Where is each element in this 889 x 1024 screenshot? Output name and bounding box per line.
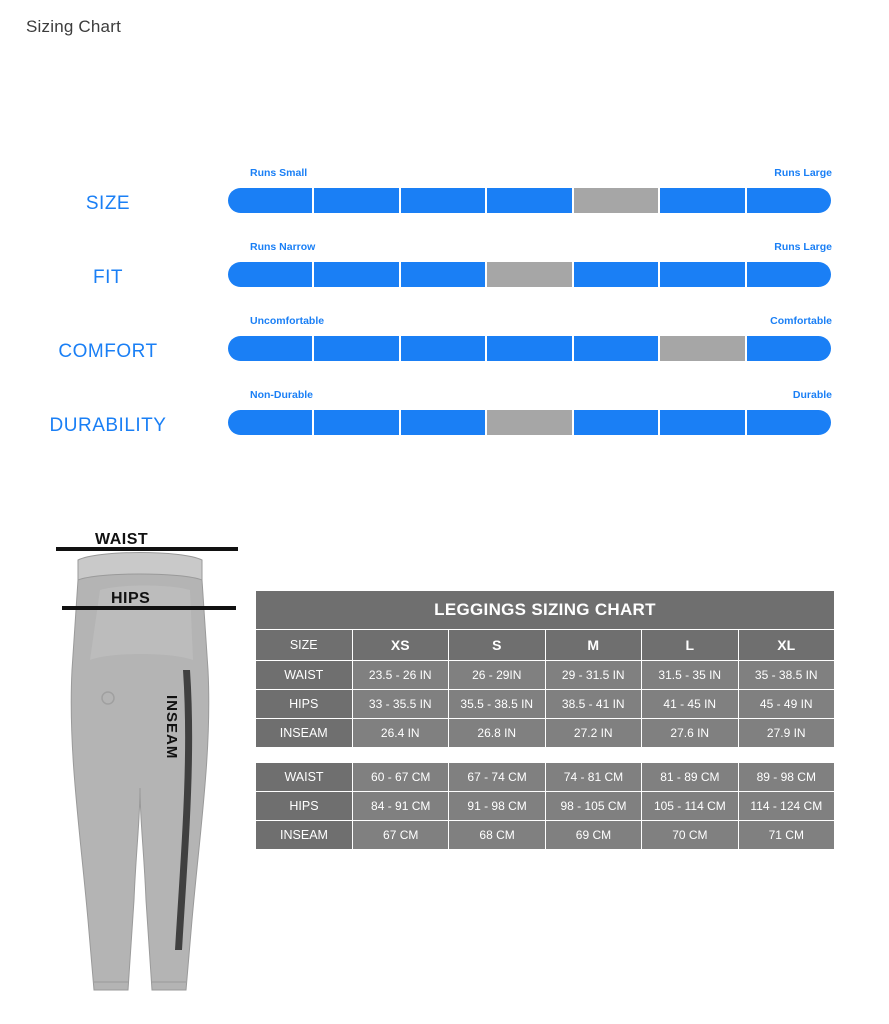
scale-row-comfort	[0, 313, 889, 387]
table-cell: 81 - 89 CM	[642, 763, 738, 792]
table-cell: 114 - 124 CM	[738, 792, 834, 821]
scale-track	[228, 336, 831, 361]
scale-segment	[401, 262, 485, 287]
scale-segment-marked	[487, 262, 571, 287]
table-cell: 38.5 - 41 IN	[545, 690, 642, 719]
column-header: XS	[352, 630, 449, 661]
scale-segment	[660, 188, 744, 213]
page-title: Sizing Chart	[26, 17, 121, 36]
sizing-table-inches	[255, 590, 835, 748]
table-row	[256, 661, 835, 690]
scale-right-caption: Runs Large	[774, 167, 832, 179]
scale-segment	[487, 188, 571, 213]
table-title-row	[256, 591, 835, 630]
table-row	[256, 690, 835, 719]
row-label: HIPS	[256, 792, 353, 821]
table-cell: 31.5 - 35 IN	[642, 661, 739, 690]
scale-segment	[747, 188, 831, 213]
row-label: INSEAM	[256, 821, 353, 850]
table-cell: 27.2 IN	[545, 719, 642, 748]
scale-right-caption: Comfortable	[770, 315, 832, 327]
column-header: M	[545, 630, 642, 661]
table-cell: 67 - 74 CM	[449, 763, 545, 792]
scale-segment-marked	[574, 188, 658, 213]
scale-track	[228, 188, 831, 213]
scale-label: FIT	[93, 267, 123, 288]
table-cell: 26.4 IN	[352, 719, 449, 748]
table-cell: 35 - 38.5 IN	[738, 661, 835, 690]
scale-segment-marked	[487, 410, 571, 435]
table-cell: 26.8 IN	[449, 719, 546, 748]
table-row	[256, 792, 835, 821]
table-cell: 27.6 IN	[642, 719, 739, 748]
column-header: L	[642, 630, 739, 661]
scale-segment	[228, 262, 312, 287]
scale-label: COMFORT	[58, 341, 158, 362]
row-label: WAIST	[256, 763, 353, 792]
waist-label: WAIST	[95, 531, 149, 548]
scale-left-caption: Runs Small	[250, 167, 308, 179]
table-cell: 26 - 29IN	[449, 661, 546, 690]
scale-segment	[314, 336, 398, 361]
sizing-table-centimeters	[255, 762, 835, 850]
scale-right-caption: Durable	[792, 389, 832, 401]
table-cell: 60 - 67 CM	[353, 763, 449, 792]
table-cell: 33 - 35.5 IN	[352, 690, 449, 719]
column-header: XL	[738, 630, 835, 661]
scale-left-caption: Non-Durable	[250, 389, 313, 401]
column-header: SIZE	[256, 630, 353, 661]
row-label: INSEAM	[256, 719, 353, 748]
table-row	[256, 763, 835, 792]
table-cell: 45 - 49 IN	[738, 690, 835, 719]
table-header-row	[256, 630, 835, 661]
scale-segment	[747, 410, 831, 435]
scale-segment	[228, 188, 312, 213]
scale-row-fit	[0, 239, 889, 313]
scale-segment	[401, 336, 485, 361]
scale-label: SIZE	[85, 193, 131, 214]
hips-label: HIPS	[111, 590, 151, 607]
scale-segment	[747, 262, 831, 287]
scale-segment	[660, 262, 744, 287]
column-header: S	[449, 630, 546, 661]
sizing-tables	[255, 590, 835, 850]
table-cell: 89 - 98 CM	[738, 763, 834, 792]
scale-segment	[401, 410, 485, 435]
table-cell: 29 - 31.5 IN	[545, 661, 642, 690]
scale-segment	[574, 262, 658, 287]
scale-track	[228, 262, 831, 287]
scale-left-caption: Uncomfortable	[250, 315, 325, 327]
scale-segment-marked	[660, 336, 744, 361]
scale-right-caption: Runs Large	[774, 241, 832, 253]
scale-segment	[314, 188, 398, 213]
leggings-illustration	[40, 520, 255, 1010]
scale-segment	[314, 262, 398, 287]
table-spacer	[255, 748, 835, 762]
scale-segment	[574, 336, 658, 361]
table-cell: 105 - 114 CM	[642, 792, 738, 821]
scale-segment	[314, 410, 398, 435]
table-cell: 84 - 91 CM	[353, 792, 449, 821]
scale-left-caption: Runs Narrow	[250, 241, 316, 253]
row-label: WAIST	[256, 661, 353, 690]
table-cell: 68 CM	[449, 821, 545, 850]
table-cell: 23.5 - 26 IN	[352, 661, 449, 690]
scale-label: DURABILITY	[49, 415, 167, 436]
scale-track	[228, 410, 831, 435]
table-cell: 27.9 IN	[738, 719, 835, 748]
table-cell: 41 - 45 IN	[642, 690, 739, 719]
table-cell: 91 - 98 CM	[449, 792, 545, 821]
scale-segment	[747, 336, 831, 361]
rating-scales	[0, 165, 889, 461]
scale-segment	[574, 410, 658, 435]
table-cell: 67 CM	[353, 821, 449, 850]
table-cell: 74 - 81 CM	[545, 763, 641, 792]
inseam-label: INSEAM	[163, 695, 180, 760]
row-label: HIPS	[256, 690, 353, 719]
table-row	[256, 821, 835, 850]
table-cell: 70 CM	[642, 821, 738, 850]
scale-segment	[228, 336, 312, 361]
table-cell: 71 CM	[738, 821, 834, 850]
scale-segment	[487, 336, 571, 361]
scale-segment	[228, 410, 312, 435]
scale-row-durability	[0, 387, 889, 461]
scale-row-size	[0, 165, 889, 239]
scale-segment	[660, 410, 744, 435]
table-cell: 98 - 105 CM	[545, 792, 641, 821]
table-row	[256, 719, 835, 748]
table-cell: 69 CM	[545, 821, 641, 850]
table-cell: 35.5 - 38.5 IN	[449, 690, 546, 719]
table-title: LEGGINGS SIZING CHART	[256, 591, 835, 630]
scale-segment	[401, 188, 485, 213]
